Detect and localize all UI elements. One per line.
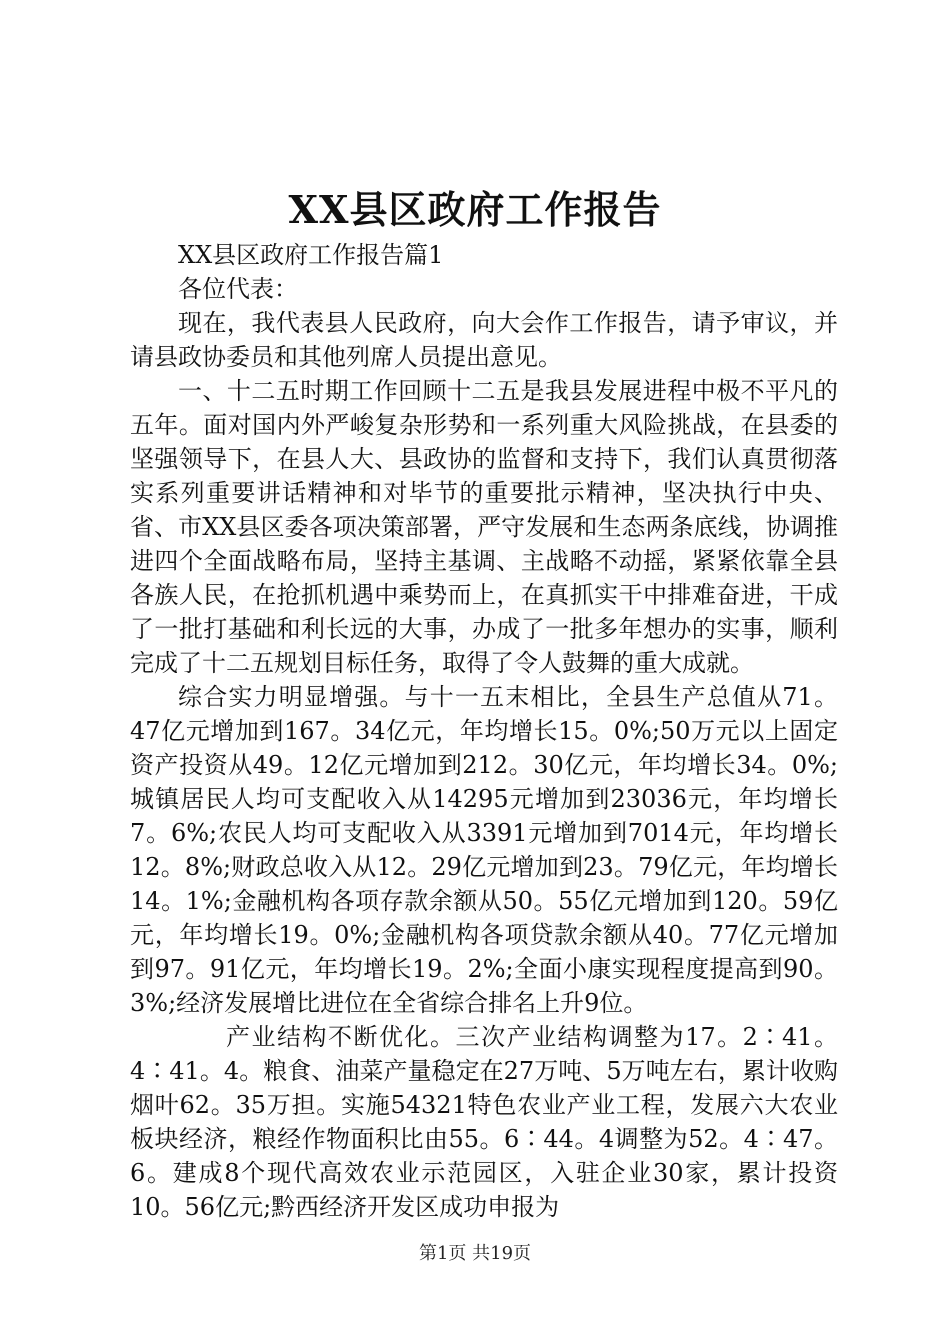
document-body bbox=[130, 238, 838, 1224]
page-footer: 第1页 共19页 bbox=[418, 1243, 532, 1264]
paragraph-review: 一、十二五时期工作回顾十二五是我县发展进程中极不平凡的五年。面对国内外严峻复杂形势和一系列重大风险挑战，在县委的坚强领导下，在县人大、县政协的监督和支持下，我们认真贯彻落实系列重要讲话精神和对毕节的重要批示精神，坚决执行中央、省、市XX县区委各项决策部署，严守发展和生态两条底线，协调推进四个全面战略布局，坚持主基调、主战略不动摇，紧紧依靠全县各族人民，在抢抓机遇中乘势而上，在真抓实干中排难奋进，干成了一批打基础和利长远的大事，办成了一批多年想办的实事，顺利完成了十二五规划目标任务，取得了令人鼓舞的重大成就。 bbox=[130, 377, 838, 677]
paragraph-structure: 产业结构不断优化。三次产业结构调整为17。2∶41。4∶41。4。粮食、油菜产量稳定在27万吨、5万吨左右，累计收购烟叶62。35万担。实施54321特色农业产业工程，发展六大农业板块经济，粮经作物面积比由55。6∶44。4调整为52。4∶47。6。建成8个现代高效农业示范园区，入驻企业30家，累计投资10。56亿元;黔西经济开发区成功申报为 bbox=[130, 1023, 838, 1221]
document-title: XX县区政府工作报告 bbox=[288, 187, 662, 232]
paragraph-strength: 综合实力明显增强。与十一五末相比，全县生产总值从71。47亿元增加到167。34亿元，年均增长15。0%;50万元以上固定资产投资从49。12亿元增加到212。30亿元，年均增长34。0%;城镇居民人均可支配收入从14295元增加到23036元，年均增长7。6%;农民人均可支配收入从3391元增加到7014元，年均增长12。8%;财政总收入从12。29亿元增加到23。79亿元，年均增长14。1%;金融机构各项存款余额从50。55亿元增加到120。59亿元，年均增长19。0%;金融机构各项贷款余额从40。77亿元增加到97。91亿元，年均增长19。2%;全面小康实现程度提高到90。3%;经济发展增比进位在全省综合排名上升9位。 bbox=[130, 683, 838, 1017]
salutation: 各位代表： bbox=[178, 275, 298, 303]
paragraph-intro: 现在，我代表县人民政府，向大会作工作报告，请予审议，并请县政协委员和其他列席人员提出意见。 bbox=[130, 309, 838, 371]
section-heading: XX县区政府工作报告篇1 bbox=[178, 241, 444, 269]
